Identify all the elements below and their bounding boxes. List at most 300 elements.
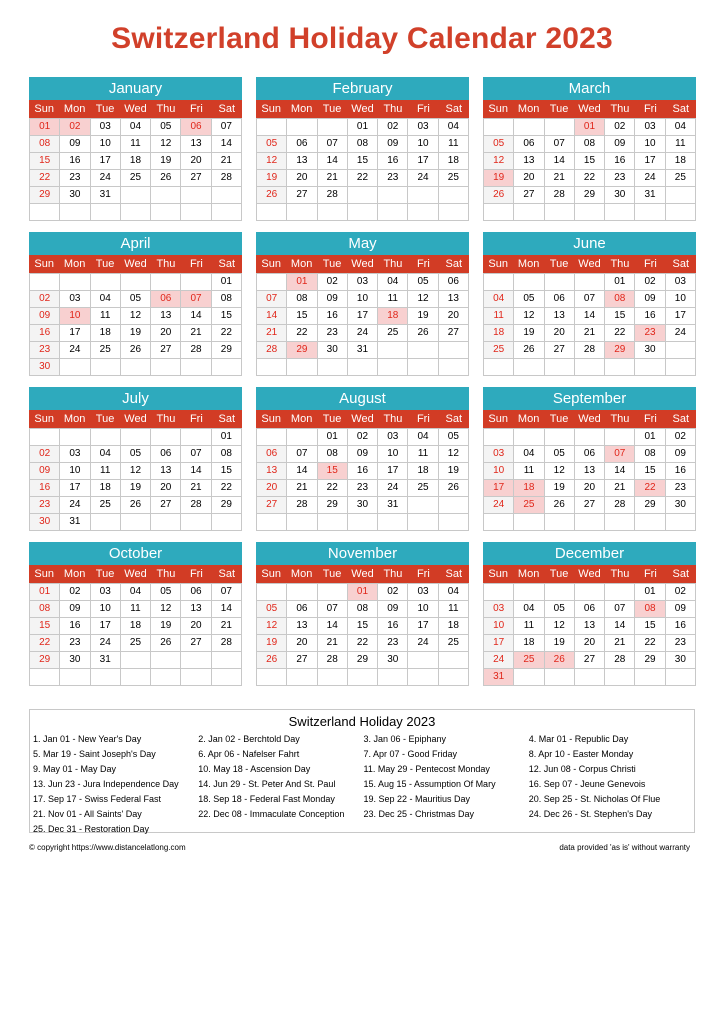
- day-cell: 05: [484, 136, 514, 153]
- day-cell: 26: [151, 635, 181, 652]
- day-cell: 15: [212, 308, 242, 325]
- weekday-label: Wed: [351, 568, 374, 580]
- legend-item: 6. Apr 06 - Nafelser Fahrt: [198, 749, 300, 759]
- day-cell: 21: [575, 325, 605, 342]
- weekday-label: Tue: [322, 413, 342, 425]
- day-cell: 04: [91, 446, 121, 463]
- empty-cell: [287, 584, 317, 601]
- day-cell: 20: [181, 153, 211, 170]
- weekday-label: Thu: [610, 258, 630, 270]
- day-cell: 24: [348, 325, 378, 342]
- day-cell: 27: [439, 325, 469, 342]
- empty-cell: [318, 359, 348, 376]
- day-cell: 31: [378, 497, 408, 514]
- weekday-label: Sun: [34, 103, 54, 115]
- day-cell: 06: [439, 274, 469, 291]
- empty-cell: [666, 514, 696, 531]
- day-cell: 02: [666, 429, 696, 446]
- empty-cell: [605, 669, 635, 686]
- empty-cell: [348, 187, 378, 204]
- day-cell: 15: [635, 463, 665, 480]
- empty-cell: [605, 359, 635, 376]
- day-cell: 25: [514, 497, 544, 514]
- weekday-label: Wed: [578, 258, 601, 270]
- day-cell: 19: [151, 618, 181, 635]
- weekday-label: Sat: [218, 103, 236, 115]
- day-cell: 16: [30, 325, 60, 342]
- day-cell: 16: [318, 308, 348, 325]
- empty-cell: [91, 274, 121, 291]
- day-cell: 18: [121, 618, 151, 635]
- day-cell: 05: [151, 584, 181, 601]
- empty-cell: [121, 652, 151, 669]
- day-cell: 08: [635, 601, 665, 618]
- day-cell: 01: [348, 119, 378, 136]
- day-cell: 17: [408, 618, 438, 635]
- weekday-header: [483, 565, 696, 583]
- empty-cell: [378, 514, 408, 531]
- empty-cell: [60, 359, 90, 376]
- day-cell: 07: [605, 601, 635, 618]
- day-cell: 02: [60, 119, 90, 136]
- empty-cell: [545, 514, 575, 531]
- month-january: [29, 77, 242, 221]
- weekday-label: Sun: [34, 568, 54, 580]
- day-cell: 12: [545, 618, 575, 635]
- month-may: [256, 232, 469, 376]
- day-cell: 08: [605, 291, 635, 308]
- month-name: July: [29, 387, 242, 410]
- empty-cell: [378, 342, 408, 359]
- day-cell: 31: [635, 187, 665, 204]
- day-cell: 02: [60, 584, 90, 601]
- empty-cell: [181, 514, 211, 531]
- weekday-label: Fri: [189, 258, 203, 270]
- day-cell: 06: [575, 601, 605, 618]
- day-cell: 06: [575, 446, 605, 463]
- day-cell: 08: [30, 136, 60, 153]
- weekday-label: Tue: [322, 258, 342, 270]
- day-cell: 10: [484, 618, 514, 635]
- empty-cell: [257, 119, 287, 136]
- day-cell: 01: [30, 584, 60, 601]
- month-name: April: [29, 232, 242, 255]
- day-cell: 27: [181, 170, 211, 187]
- empty-cell: [257, 584, 287, 601]
- day-cell: 30: [378, 652, 408, 669]
- day-cells: [483, 428, 696, 531]
- day-cell: 14: [181, 463, 211, 480]
- day-cell: 04: [121, 584, 151, 601]
- empty-cell: [348, 359, 378, 376]
- day-cell: 28: [575, 342, 605, 359]
- day-cell: 20: [257, 480, 287, 497]
- day-cell: 24: [91, 635, 121, 652]
- weekday-label: Sun: [488, 413, 508, 425]
- day-cell: 03: [666, 274, 696, 291]
- day-cell: 19: [121, 480, 151, 497]
- month-march: [483, 77, 696, 221]
- weekday-label: Fri: [643, 568, 657, 580]
- day-cell: 16: [348, 463, 378, 480]
- empty-cell: [666, 204, 696, 221]
- empty-cell: [91, 429, 121, 446]
- empty-cell: [91, 359, 121, 376]
- day-cell: 14: [181, 308, 211, 325]
- day-cell: 22: [318, 480, 348, 497]
- day-cell: 22: [30, 170, 60, 187]
- legend-item: 8. Apr 10 - Easter Monday: [528, 749, 634, 759]
- empty-cell: [318, 669, 348, 686]
- day-cells: [256, 273, 469, 376]
- empty-cell: [635, 514, 665, 531]
- day-cell: 15: [30, 618, 60, 635]
- weekday-label: Sat: [218, 568, 236, 580]
- empty-cell: [287, 429, 317, 446]
- day-cell: 30: [30, 514, 60, 531]
- empty-cell: [378, 204, 408, 221]
- day-cell: 24: [484, 497, 514, 514]
- day-cell: 04: [408, 429, 438, 446]
- empty-cell: [514, 204, 544, 221]
- day-cell: 24: [91, 170, 121, 187]
- empty-cell: [151, 359, 181, 376]
- day-cell: 07: [212, 119, 242, 136]
- empty-cell: [181, 274, 211, 291]
- day-cell: 20: [287, 635, 317, 652]
- day-cell: 13: [181, 136, 211, 153]
- empty-cell: [666, 342, 696, 359]
- day-cell: 23: [30, 497, 60, 514]
- weekday-header: [483, 255, 696, 273]
- day-cell: 16: [30, 480, 60, 497]
- empty-cell: [514, 429, 544, 446]
- day-cell: 06: [287, 601, 317, 618]
- day-cell: 07: [605, 446, 635, 463]
- day-cell: 21: [318, 170, 348, 187]
- empty-cell: [575, 429, 605, 446]
- day-cell: 25: [514, 652, 544, 669]
- weekday-label: Mon: [290, 258, 313, 270]
- day-cell: 10: [91, 601, 121, 618]
- weekday-label: Sun: [261, 258, 281, 270]
- weekday-label: Sat: [445, 413, 463, 425]
- day-cell: 28: [318, 652, 348, 669]
- empty-cell: [257, 359, 287, 376]
- empty-cell: [575, 359, 605, 376]
- weekday-header: [29, 565, 242, 583]
- empty-cell: [181, 359, 211, 376]
- day-cell: 16: [378, 153, 408, 170]
- empty-cell: [121, 274, 151, 291]
- empty-cell: [545, 669, 575, 686]
- weekday-label: Fri: [189, 568, 203, 580]
- empty-cell: [318, 119, 348, 136]
- day-cell: 05: [408, 274, 438, 291]
- day-cell: 12: [484, 153, 514, 170]
- day-cell: 26: [439, 480, 469, 497]
- day-cell: 07: [318, 136, 348, 153]
- day-cell: 11: [439, 136, 469, 153]
- day-cell: 05: [151, 119, 181, 136]
- empty-cell: [121, 514, 151, 531]
- day-cell: 22: [635, 480, 665, 497]
- empty-cell: [378, 669, 408, 686]
- weekday-label: Thu: [156, 413, 176, 425]
- day-cell: 13: [439, 291, 469, 308]
- day-cell: 29: [348, 652, 378, 669]
- day-cell: 01: [212, 274, 242, 291]
- legend-item: 18. Sep 18 - Federal Fast Monday: [198, 794, 335, 804]
- legend-item: 4. Mar 01 - Republic Day: [528, 734, 629, 744]
- month-name: May: [256, 232, 469, 255]
- day-cell: 18: [484, 325, 514, 342]
- empty-cell: [181, 429, 211, 446]
- empty-cell: [545, 274, 575, 291]
- day-cell: 04: [666, 119, 696, 136]
- day-cell: 30: [348, 497, 378, 514]
- day-cell: 11: [439, 601, 469, 618]
- day-cell: 08: [635, 446, 665, 463]
- empty-cell: [257, 204, 287, 221]
- weekday-header: [256, 410, 469, 428]
- day-cell: 19: [545, 480, 575, 497]
- weekday-label: Fri: [416, 258, 430, 270]
- legend-item: 9. May 01 - May Day: [33, 764, 117, 774]
- weekday-label: Wed: [124, 103, 147, 115]
- day-cell: 19: [121, 325, 151, 342]
- day-cell: 25: [91, 342, 121, 359]
- day-cell: 08: [212, 446, 242, 463]
- day-cell: 26: [121, 342, 151, 359]
- weekday-label: Wed: [124, 413, 147, 425]
- day-cell: 12: [439, 446, 469, 463]
- empty-cell: [484, 204, 514, 221]
- month-september: [483, 387, 696, 531]
- day-cell: 14: [545, 153, 575, 170]
- empty-cell: [408, 497, 438, 514]
- day-cells: [29, 583, 242, 686]
- day-cell: 27: [287, 187, 317, 204]
- empty-cell: [151, 669, 181, 686]
- holiday-legend: [29, 709, 695, 833]
- day-cell: 15: [575, 153, 605, 170]
- day-cell: 05: [121, 446, 151, 463]
- month-name: December: [483, 542, 696, 565]
- day-cell: 31: [348, 342, 378, 359]
- month-name: February: [256, 77, 469, 100]
- day-cell: 24: [60, 342, 90, 359]
- day-cell: 17: [91, 618, 121, 635]
- empty-cell: [666, 669, 696, 686]
- day-cell: 04: [514, 446, 544, 463]
- legend-item: 5. Mar 19 - Saint Joseph's Day: [33, 749, 156, 759]
- empty-cell: [484, 119, 514, 136]
- day-cell: 07: [181, 446, 211, 463]
- month-name: August: [256, 387, 469, 410]
- day-cell: 01: [318, 429, 348, 446]
- empty-cell: [91, 514, 121, 531]
- weekday-label: Mon: [517, 258, 540, 270]
- day-cell: 21: [605, 635, 635, 652]
- day-cell: 27: [151, 497, 181, 514]
- day-cells: [256, 118, 469, 221]
- day-cell: 13: [151, 463, 181, 480]
- day-cell: 17: [484, 480, 514, 497]
- empty-cell: [439, 652, 469, 669]
- day-cell: 20: [287, 170, 317, 187]
- day-cell: 29: [635, 497, 665, 514]
- day-cell: 07: [545, 136, 575, 153]
- day-cell: 02: [378, 584, 408, 601]
- month-october: [29, 542, 242, 686]
- day-cell: 11: [121, 136, 151, 153]
- day-cell: 26: [545, 497, 575, 514]
- day-cell: 09: [60, 601, 90, 618]
- empty-cell: [151, 429, 181, 446]
- weekday-label: Mon: [63, 258, 86, 270]
- empty-cell: [439, 342, 469, 359]
- day-cell: 05: [257, 136, 287, 153]
- day-cell: 13: [545, 308, 575, 325]
- day-cell: 18: [666, 153, 696, 170]
- day-cell: 21: [287, 480, 317, 497]
- day-cell: 25: [439, 635, 469, 652]
- day-cell: 14: [257, 308, 287, 325]
- empty-cell: [348, 514, 378, 531]
- day-cell: 27: [181, 635, 211, 652]
- day-cell: 04: [378, 274, 408, 291]
- empty-cell: [318, 514, 348, 531]
- day-cell: 27: [287, 652, 317, 669]
- empty-cell: [121, 204, 151, 221]
- month-april: [29, 232, 242, 376]
- empty-cell: [378, 359, 408, 376]
- day-cell: 23: [666, 635, 696, 652]
- day-cell: 03: [408, 584, 438, 601]
- empty-cell: [605, 514, 635, 531]
- day-cell: 09: [378, 601, 408, 618]
- day-cell: 03: [91, 584, 121, 601]
- day-cell: 30: [60, 187, 90, 204]
- day-cell: 19: [439, 463, 469, 480]
- weekday-header: [483, 410, 696, 428]
- weekday-label: Tue: [549, 413, 569, 425]
- day-cell: 25: [378, 325, 408, 342]
- month-name: September: [483, 387, 696, 410]
- empty-cell: [545, 359, 575, 376]
- day-cell: 31: [60, 514, 90, 531]
- disclaimer-text: data provided 'as is' without warranty: [559, 843, 690, 852]
- day-cell: 20: [514, 170, 544, 187]
- day-cell: 04: [91, 291, 121, 308]
- day-cell: 02: [318, 274, 348, 291]
- day-cell: 11: [666, 136, 696, 153]
- day-cell: 30: [30, 359, 60, 376]
- day-cell: 26: [514, 342, 544, 359]
- empty-cell: [318, 204, 348, 221]
- day-cell: 23: [348, 480, 378, 497]
- day-cell: 11: [121, 601, 151, 618]
- empty-cell: [121, 359, 151, 376]
- empty-cell: [545, 204, 575, 221]
- day-cell: 16: [635, 308, 665, 325]
- day-cell: 29: [30, 187, 60, 204]
- day-cell: 14: [605, 463, 635, 480]
- day-cell: 03: [484, 601, 514, 618]
- day-cell: 21: [212, 153, 242, 170]
- day-cell: 12: [545, 463, 575, 480]
- empty-cell: [408, 514, 438, 531]
- day-cell: 17: [635, 153, 665, 170]
- weekday-label: Fri: [643, 103, 657, 115]
- empty-cell: [605, 429, 635, 446]
- day-cell: 06: [545, 291, 575, 308]
- day-cell: 04: [514, 601, 544, 618]
- empty-cell: [318, 584, 348, 601]
- weekday-label: Sun: [34, 413, 54, 425]
- legend-item: 2. Jan 02 - Berchtold Day: [198, 734, 300, 744]
- weekday-label: Fri: [416, 413, 430, 425]
- day-cell: 13: [287, 153, 317, 170]
- copyright-text: © copyright https://www.distancelatlong.com: [29, 843, 186, 852]
- weekday-label: Fri: [189, 413, 203, 425]
- empty-cell: [545, 584, 575, 601]
- day-cell: 08: [575, 136, 605, 153]
- day-cell: 13: [287, 618, 317, 635]
- day-cell: 06: [181, 584, 211, 601]
- day-cell: 04: [439, 119, 469, 136]
- month-july: [29, 387, 242, 531]
- day-cell: 29: [318, 497, 348, 514]
- day-cell: 13: [181, 601, 211, 618]
- day-cell: 26: [257, 187, 287, 204]
- day-cell: 02: [666, 584, 696, 601]
- empty-cell: [212, 187, 242, 204]
- day-cell: 28: [181, 342, 211, 359]
- empty-cell: [666, 359, 696, 376]
- day-cell: 19: [514, 325, 544, 342]
- day-cell: 23: [30, 342, 60, 359]
- legend-item: 12. Jun 08 - Corpus Christi: [528, 764, 636, 774]
- empty-cell: [151, 514, 181, 531]
- day-cell: 18: [378, 308, 408, 325]
- day-cell: 02: [378, 119, 408, 136]
- day-cells: [483, 583, 696, 686]
- day-cells: [256, 583, 469, 686]
- day-cell: 09: [666, 446, 696, 463]
- weekday-label: Mon: [63, 568, 86, 580]
- day-cell: 08: [348, 136, 378, 153]
- page-title: Switzerland Holiday Calendar 2023: [111, 22, 613, 55]
- day-cell: 28: [212, 635, 242, 652]
- empty-cell: [439, 497, 469, 514]
- day-cell: 05: [545, 601, 575, 618]
- day-cell: 28: [212, 170, 242, 187]
- day-cell: 10: [60, 463, 90, 480]
- day-cell: 28: [318, 187, 348, 204]
- day-cell: 06: [151, 446, 181, 463]
- day-cell: 26: [151, 170, 181, 187]
- weekday-label: Sun: [488, 103, 508, 115]
- legend-item: 7. Apr 07 - Good Friday: [363, 749, 458, 759]
- day-cell: 24: [60, 497, 90, 514]
- empty-cell: [121, 669, 151, 686]
- empty-cell: [635, 204, 665, 221]
- day-cell: 13: [575, 463, 605, 480]
- day-cell: 01: [287, 274, 317, 291]
- day-cell: 18: [121, 153, 151, 170]
